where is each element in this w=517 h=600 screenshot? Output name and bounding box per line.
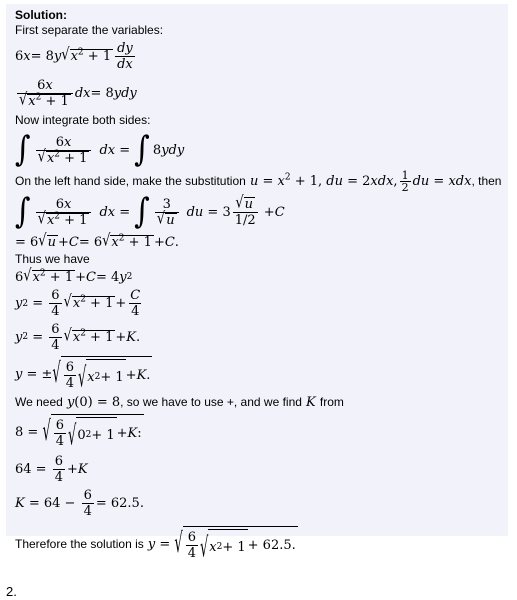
need-text-b: , so we have to use +, and we find <box>120 395 302 409</box>
solution-panel <box>6 4 508 565</box>
equation-implicit: 6 √ $x^2 + 1$ + C = 4 y 2 <box>15 266 133 286</box>
final-line: Therefore the solution is y = √ $\frac{6}{4}$ √ x 2 + 1 + 62.5. <box>15 521 508 567</box>
equation-y-squared-2: y 2 = $\frac{6}{4}$ √ $x^2 + 1$ + K . <box>15 321 141 353</box>
equation-integral: ∫ 6x √ $x^2 + 1$ dx = ∫ 8 ydy <box>15 129 185 170</box>
then-text: , then <box>471 173 502 188</box>
equation-separated-1: 6 x = 8 y √ $x^2 + 1$ $\frac{dy}{dx}$ <box>15 40 133 72</box>
thus-text: Thus we have <box>15 252 90 266</box>
equation-squared: 64 = $\frac{6}{4}$ + K <box>15 453 88 485</box>
need-text-c: from <box>319 395 344 409</box>
substitution-line: On the left hand side, make the substitution $u = x^2 + 1$, du = 2xdx, $\frac{1}{2}$ du = xdx , then <box>15 168 502 194</box>
equation-substituted: ∫ 6x √ $x^2 + 1$ dx = ∫ 3 √ u du = 3 √ u 1/2 + C <box>15 191 285 232</box>
equation-y-squared-1: y 2 = $\frac{6}{4}$ √ $x^2 + 1$ + $\frac{C}{4}$ <box>15 288 141 319</box>
substitution-text: On the left hand side, make the substitution <box>15 173 246 188</box>
equation-k-value: K = 64 − $\frac{6}{4}$ = 62.5. <box>15 487 144 519</box>
equation-result: = 6 √ u + C = 6 √ $x^2 + 1$ + C . <box>15 231 179 251</box>
therefore-text: Therefore the solution is <box>15 536 144 551</box>
solution-label: Solution: <box>15 8 67 22</box>
equation-separated-2: 6x √ $x^2 + 1$ dx = 8 ydy <box>19 77 137 110</box>
need-text-a: We need <box>15 395 63 409</box>
intro-text: First separate the variables: <box>15 23 164 37</box>
footer-number: 2. <box>6 584 17 599</box>
equation-initial: 8 = √ $\frac{6}{4}$ √ 0 2 + 1 + K : <box>15 411 508 453</box>
need-line: We need y(0) = 8 , so we have to use +, and we find K from <box>15 395 344 410</box>
equation-y: y = ± √ $\frac{6}{4}$ √ x 2 + 1 + K . <box>15 354 508 394</box>
integrate-text: Now integrate both sides: <box>15 113 151 127</box>
